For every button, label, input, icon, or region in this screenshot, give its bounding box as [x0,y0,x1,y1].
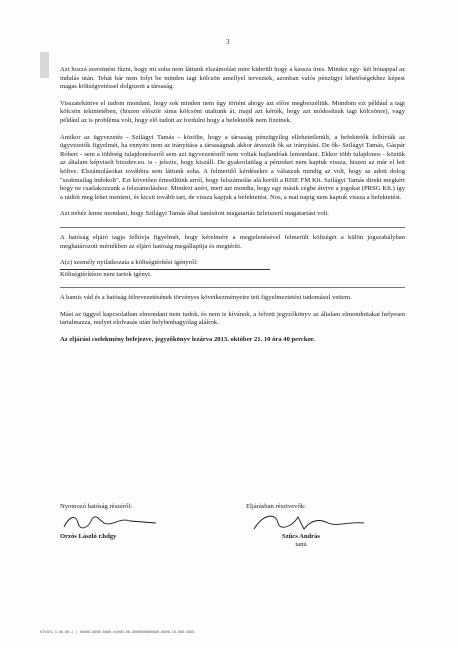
divider [60,287,405,288]
paragraph-1: Azt hozzá szeretném fűzni, hogy mi soha nem láttunk elszámolást mire kiderült hogy a kassza üres. Mindez egy- két hónappal az indulás után. Tehát bár nem folyt be minden tagi kölcsön amellyel terveztek, azonban valós pénzügyi lehetőségekhez képest magas költségvetéssel dolgozott a társaság. [60,66,405,91]
paragraph-5: A hatóság eljáró tagja felhívja figyelmét, hogy kérelmére a megjelenésével felmerült költséget a külön jogszabályban meghatározott mértékben az eljáró hatóság megállapítja és megtéríti. [60,233,405,250]
warning-paragraph: A hamis vád és a hatóság félrevezetésének törvényes következményeire tett figyelmeztetést tudomásul vettem. [60,294,352,302]
page-number: 3 [226,38,230,46]
paragraph-4: Azt nehéz lenne mondani, hogy Szilágyi Tamás által tanúsított magatartás üzletszerű magatartást volt. [60,210,329,218]
paragraph-2: Visszatekintve el tudom mondani, hogy sok minden nem úgy történt ahogy azt előre megbeszéltük. Mondom ezt például a tagi kölcsön tekintetében, (hiszen először sima kölcsönt utaltunk át, majd azt kérték, hogy azt módosítsuk tagi kölcsönre), vagy például az is probléma volt, hogy elő tudott az fordulni hogy a befektetők nem fizetnek. [60,99,405,124]
closing-statement: Az eljárási cselekmény befejezve, jegyzőkönyv lezárva 2013. október 21. 10 óra 40 perckor. [60,336,315,344]
witness-label: Eljárásban résztvevők: [246,503,306,510]
closing-remark: Mást az üggyel kapcsolatban elmondani nem tudok, és nem is kívánok, a felvett jegyzőkönyv az általam elmondottakat helyesen tartalmazza, melyet elolvasás után helybenhagyólag aláírok. [60,310,405,327]
handwritten-signature [246,511,366,533]
handwritten-signature [60,511,180,533]
signature-block-authority [60,503,180,541]
paragraph-3: Amikor az ügyvezetés - Szilágyi Tamás - közölte, hogy a társaság pénzügyileg ellehetetlenült, a befektetők felhívták az ügyvezetők figyelmét, ha ennyire nem az irányítása a társaságnak akkor átveszik ők az irányítást. De ők- Szilágyi Tamás, Gáspár Róbert - sem a többség tulajdonrészről sem azt ügyvezetésről nem voltak hajlandóak lemondani. Ekkor több tulajdonos - köztük az általam képviselt bizzdev.eu. is - jelezte, hogy kiszáll. De gyakorlatilag a pénzeket nem kaptuk vissza, hiszen az már el lett költve. Elszámolásokat továbbra sem láttunk soha. A felmerülő kérdésekre a válaszuk mindig az volt, hogy az adott dolog "szakmailag indokolt". Ezt követően értesültünk arról, hogy felszámolás alá került a RISE FM Kft. Szilágyi Tamás direkt megkért hogy ne csatlakozzunk a felszámoláshoz. Mindezt azért, mert azt mondta, hogy egy másik cégbe átvive a jogokat (PRSG Kft.) így a rádiót meg lehet menteni, és kicsit tovább tart, de vissza kapjuk a befektetést. Nos, a mai napig nem kaptuk vissza a befektetést. [60,133,405,201]
signature-block-witness [246,503,366,549]
document-body [60,66,405,355]
witness-role: tanú [295,541,307,548]
scan-mark [40,52,49,78]
cost-claim-label: A(z) személy nyilatkozata a költségtérítési igényről: [60,259,198,267]
footer-code: KTSSEG_3.00.00.2 | 00000-0000-0000-ny000-00-0000000000000-0000.10.000.0001 [40,630,195,634]
authority-name: Orzós László r.hdgy [60,533,117,540]
cost-claim-value: Költségtérítésre nem tartok igényt. [60,270,152,278]
cost-claim-box [60,269,270,280]
authority-label: Nyomozó hatóság részéről: [60,503,133,510]
witness-name: Szűcs András [282,533,320,540]
divider [60,227,405,228]
